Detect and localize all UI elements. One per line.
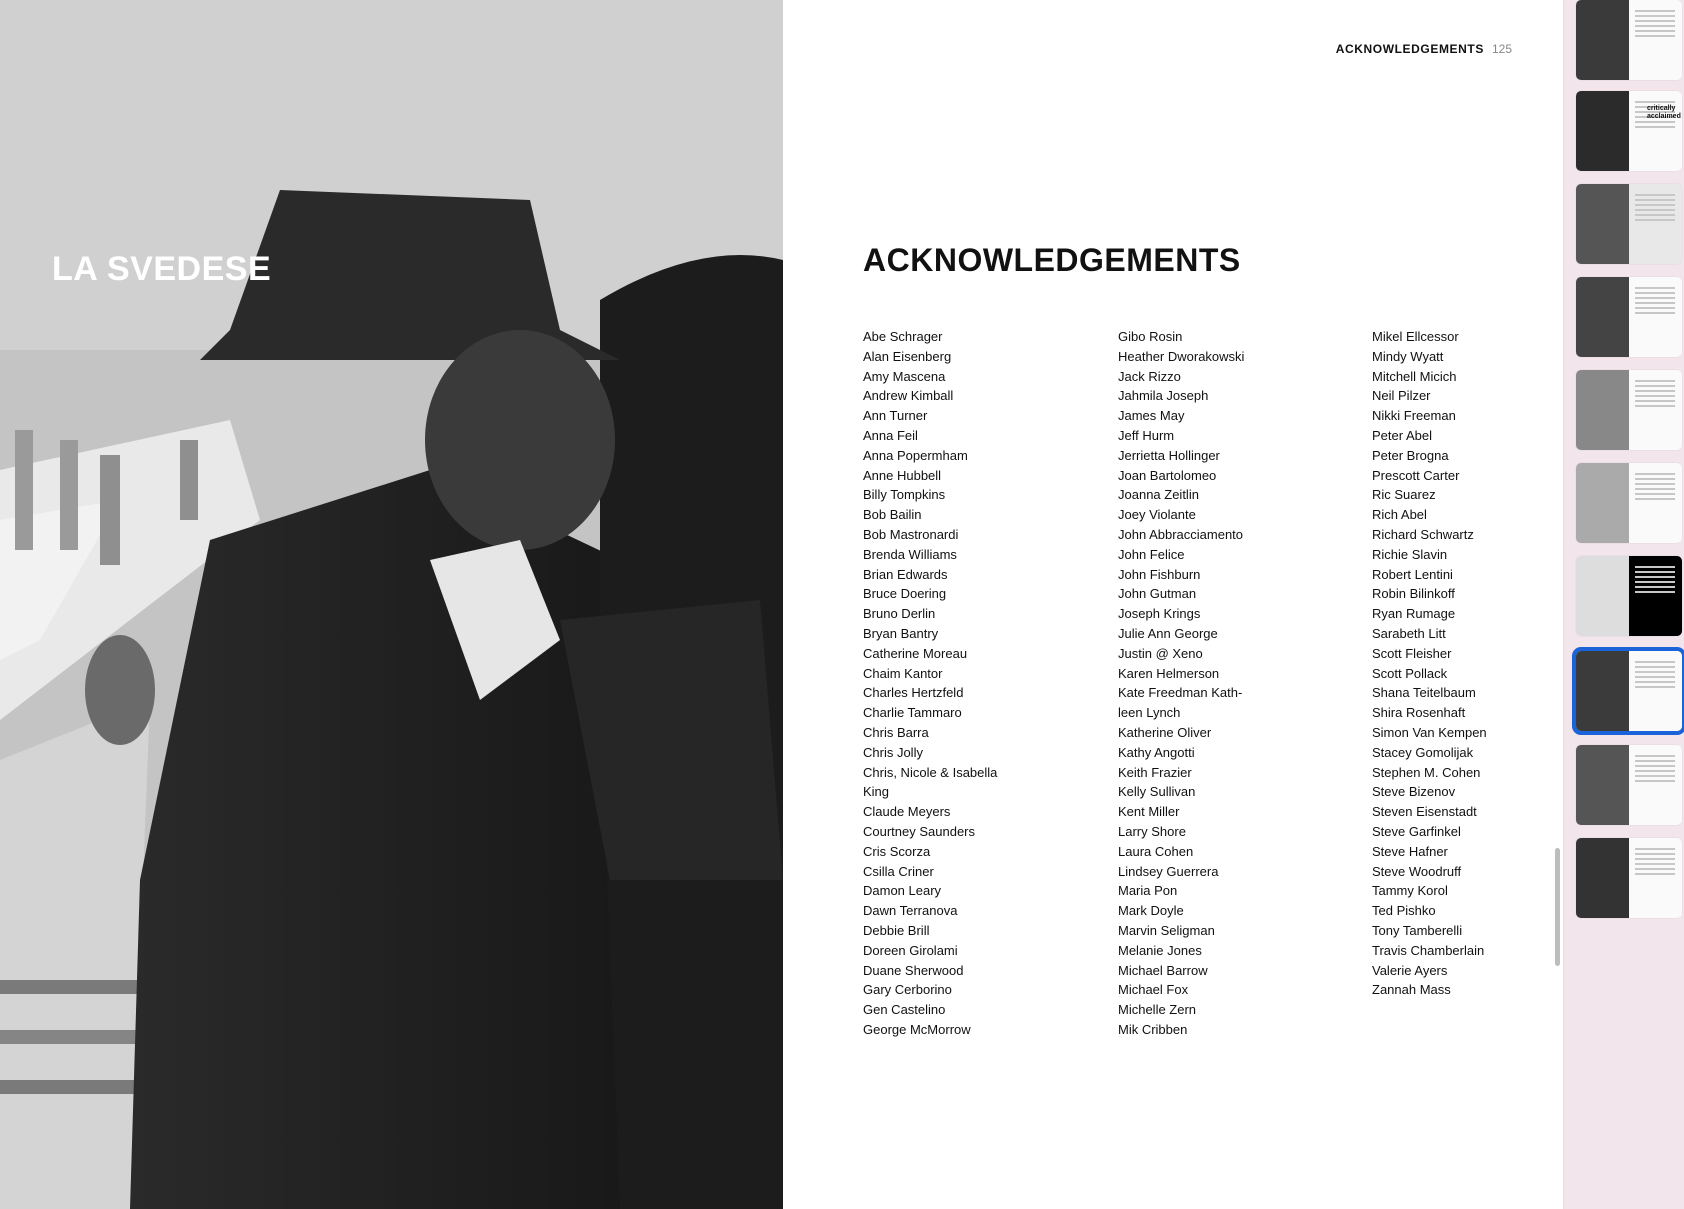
acknowledged-name: Abe Schrager (863, 329, 943, 344)
acknowledged-name: Jeff Hurm (1118, 427, 1175, 443)
thumbnail-text-lines (1635, 566, 1675, 596)
thumbnail-left-page (1576, 463, 1629, 543)
acknowledged-name: Joey Violante (1118, 507, 1196, 523)
page-thumbnail[interactable] (1576, 463, 1682, 543)
acknowledged-name: Charlie Tammaro (863, 705, 962, 721)
acknowledged-name: James May (1118, 408, 1185, 424)
acknowledged-name: Nikki Freeman (1372, 408, 1456, 424)
acknowledged-name: Michael Barrow (1118, 962, 1208, 978)
acknowledged-name: Lindsey Guerrera (1118, 863, 1219, 879)
acknowledged-name: Kate Freedman Kath- (1118, 685, 1243, 701)
right-page (783, 0, 1563, 1209)
acknowledged-name: Prescott Carter (1372, 467, 1460, 483)
acknowledged-name: Marvin Seligman (1118, 922, 1215, 938)
left-page-photo (0, 0, 783, 1209)
acknowledged-name: Gen Castelino (863, 1002, 946, 1018)
acknowledged-name: Keith Frazier (1118, 764, 1192, 780)
acknowledged-name: leen Lynch (1118, 705, 1181, 721)
acknowledged-name: Zannah Mass (1372, 982, 1451, 998)
thumbnail-text-lines (1635, 661, 1675, 691)
acknowledged-name: Brian Edwards (863, 566, 948, 582)
thumbnail-text-lines (1635, 10, 1675, 40)
thumbnail-left-page (1576, 277, 1629, 357)
acknowledged-name: Chris, Nicole & Isabella (863, 764, 998, 780)
acknowledged-name: Neil Pilzer (1372, 388, 1431, 404)
acknowledged-name: Laura Cohen (1118, 843, 1194, 859)
acknowledged-name: Chaim Kantor (863, 665, 943, 681)
acknowledged-name: Stacey Gomolijak (1372, 744, 1474, 760)
page-heading: ACKNOWLEDGEMENTS (863, 242, 1241, 278)
names-column-1 (863, 327, 1103, 1040)
names-column-2 (1118, 327, 1358, 1040)
acknowledged-name: Maria Pon (1118, 883, 1178, 899)
thumbnail-left-page (1576, 184, 1629, 264)
acknowledged-name: Kent Miller (1118, 804, 1180, 820)
acknowledged-name: Ted Pishko (1372, 903, 1436, 919)
acknowledged-name: Richie Slavin (1372, 546, 1448, 562)
acknowledged-name: Ann Turner (863, 408, 928, 424)
thumbnail-text-lines (1635, 755, 1675, 785)
acknowledged-name: Karen Helmerson (1118, 665, 1220, 681)
thumbnail-right-page (1629, 838, 1682, 918)
acknowledged-name: Chris Jolly (863, 744, 923, 760)
thumbnail-text-lines (1635, 848, 1675, 878)
page-thumbnail[interactable] (1576, 277, 1682, 357)
acknowledged-name: Bruce Doering (863, 586, 947, 602)
acknowledged-name: Mik Cribben (1118, 1021, 1188, 1037)
acknowledged-name: Jahmila Joseph (1118, 388, 1209, 404)
thumbnail-left-page (1576, 651, 1629, 731)
scrollbar-thumb[interactable] (1555, 848, 1560, 966)
thumbnail-text-lines (1635, 287, 1675, 317)
acknowledged-name: Steve Garfinkel (1372, 823, 1461, 839)
acknowledged-name: Alan Eisenberg (863, 348, 952, 364)
acknowledged-name: Scott Pollack (1372, 665, 1448, 681)
acknowledged-name: Joseph Krings (1118, 606, 1201, 622)
acknowledged-name: Anna Popermham (863, 447, 968, 463)
acknowledged-name: Robin Bilinkoff (1372, 586, 1455, 602)
acknowledged-name: Gibo Rosin (1118, 329, 1183, 344)
acknowledged-name: Bruno Derlin (863, 606, 936, 622)
acknowledged-name: Claude Meyers (863, 804, 951, 820)
page-thumbnail[interactable] (1576, 745, 1682, 825)
acknowledged-name: Ryan Rumage (1372, 606, 1456, 622)
thumbnail-right-page (1629, 463, 1682, 543)
acknowledged-name: Chris Barra (863, 724, 929, 740)
acknowledged-name: Bob Bailin (863, 507, 922, 523)
page-thumbnail[interactable] (1576, 184, 1682, 264)
acknowledged-name: Catherine Moreau (863, 645, 968, 661)
thumbnail-left-page (1576, 745, 1629, 825)
thumbnail-right-page (1629, 0, 1682, 80)
acknowledged-name: Csilla Criner (863, 863, 934, 879)
thumbnail-right-page (1629, 745, 1682, 825)
acknowledged-name: Mindy Wyatt (1372, 348, 1444, 364)
acknowledged-name: King (863, 784, 890, 800)
acknowledged-name: Michael Fox (1118, 982, 1189, 998)
acknowledged-name: Shira Rosenhaft (1372, 705, 1466, 721)
acknowledged-name: Charles Hertzfeld (863, 685, 964, 701)
acknowledged-name: Simon Van Kempen (1372, 724, 1487, 740)
acknowledged-name: Tony Tamberelli (1372, 922, 1463, 938)
acknowledged-name: Jerrietta Hollinger (1118, 447, 1220, 463)
acknowledged-name: Duane Sherwood (863, 962, 964, 978)
acknowledged-name: Valerie Ayers (1372, 962, 1448, 978)
acknowledged-name: Justin @ Xeno (1118, 645, 1203, 661)
thumbnail-left-page (1576, 370, 1629, 450)
acknowledged-name: Robert Lentini (1372, 566, 1453, 582)
acknowledged-name: Mikel Ellcessor (1372, 329, 1459, 344)
acknowledged-name: Kelly Sullivan (1118, 784, 1196, 800)
acknowledged-name: Steve Hafner (1372, 843, 1448, 859)
acknowledged-name: Ric Suarez (1372, 487, 1436, 503)
thumbnail-caption: critically acclaimed (1647, 105, 1681, 120)
page-number: 125 (1491, 42, 1512, 56)
acknowledged-name: Gary Cerborino (863, 982, 952, 998)
acknowledged-name: George McMorrow (863, 1021, 971, 1037)
page-thumbnail[interactable] (1576, 0, 1682, 80)
running-head (1336, 42, 1512, 56)
acknowledged-name: John Abbracciamento (1118, 526, 1244, 542)
acknowledged-name: Bob Mastronardi (863, 526, 959, 542)
thumbnail-right-page (1629, 651, 1682, 731)
page-thumbnail[interactable] (1576, 838, 1682, 918)
acknowledged-name: John Gutman (1118, 586, 1197, 602)
acknowledged-name: Peter Brogna (1372, 447, 1449, 463)
acknowledged-name: Bryan Bantry (863, 625, 939, 641)
acknowledged-name: Steven Eisenstadt (1372, 804, 1477, 820)
acknowledged-name: Joan Bartolomeo (1118, 467, 1217, 483)
acknowledged-name: Joanna Zeitlin (1118, 487, 1199, 503)
vertical-scrollbar[interactable] (1553, 0, 1563, 1209)
thumbnail-right-page (1629, 184, 1682, 264)
names-column-3 (1372, 327, 1552, 1000)
page-thumbnail-strip (1563, 0, 1684, 1209)
acknowledged-name: Courtney Saunders (863, 823, 976, 839)
acknowledged-name: Steve Bizenov (1372, 784, 1456, 800)
thumbnail-right-page (1629, 91, 1682, 171)
page-thumbnail[interactable] (1576, 651, 1682, 731)
acknowledged-name: Billy Tompkins (863, 487, 946, 503)
acknowledged-name: Jack Rizzo (1118, 368, 1181, 384)
acknowledged-name: Debbie Brill (863, 922, 930, 938)
acknowledged-name: Kathy Angotti (1118, 744, 1195, 760)
thumbnail-right-page (1629, 370, 1682, 450)
acknowledged-name: Doreen Girolami (863, 942, 958, 958)
thumbnail-text-lines (1635, 473, 1675, 503)
acknowledged-name: Dawn Terranova (863, 903, 958, 919)
acknowledged-name: Sarabeth Litt (1372, 625, 1446, 641)
acknowledged-name: Mitchell Micich (1372, 368, 1457, 384)
acknowledged-name: Andrew Kimball (863, 388, 954, 404)
acknowledged-name: John Felice (1118, 546, 1185, 562)
thumbnail-left-page (1576, 91, 1629, 171)
running-head-title: ACKNOWLEDGEMENTS (1335, 42, 1484, 56)
thumbnail-right-page (1629, 277, 1682, 357)
acknowledged-name: Cris Scorza (863, 843, 931, 859)
acknowledged-name: John Fishburn (1118, 566, 1201, 582)
acknowledged-name: Shana Teitelbaum (1372, 685, 1476, 701)
acknowledged-name: Tammy Korol (1372, 883, 1448, 899)
thumbnail-text-lines (1635, 194, 1675, 224)
acknowledged-name: Rich Abel (1372, 507, 1427, 523)
acknowledged-name: Damon Leary (863, 883, 942, 899)
acknowledged-name: Richard Schwartz (1372, 526, 1474, 542)
acknowledged-name: Anne Hubbell (863, 467, 942, 483)
page-thumbnail[interactable] (1576, 91, 1682, 171)
acknowledged-name: Heather Dworakowski (1118, 348, 1245, 364)
thumbnail-left-page (1576, 0, 1629, 80)
acknowledged-name: Katherine Oliver (1118, 724, 1212, 740)
acknowledged-name: Brenda Williams (863, 546, 957, 562)
thumbnail-left-page (1576, 556, 1629, 636)
acknowledged-name: Travis Chamberlain (1372, 942, 1485, 958)
acknowledged-name: Melanie Jones (1118, 942, 1202, 958)
page-thumbnail[interactable] (1576, 556, 1682, 636)
page-thumbnail[interactable] (1576, 370, 1682, 450)
acknowledged-name: Michelle Zern (1118, 1002, 1197, 1018)
acknowledged-name: Peter Abel (1372, 427, 1432, 443)
left-page-title: LA SVEDESE (52, 250, 272, 288)
acknowledged-name: Anna Feil (863, 427, 918, 443)
acknowledged-name: Steve Woodruff (1372, 863, 1462, 879)
acknowledged-name: Julie Ann George (1118, 625, 1218, 641)
photo-illustration (0, 0, 783, 1209)
thumbnail-right-page (1629, 556, 1682, 636)
thumbnail-text-lines (1635, 380, 1675, 410)
acknowledged-name: Mark Doyle (1118, 903, 1184, 919)
acknowledged-name: Larry Shore (1118, 823, 1186, 839)
acknowledged-name: Scott Fleisher (1372, 645, 1452, 661)
thumbnail-left-page (1576, 838, 1629, 918)
acknowledged-name: Amy Mascena (863, 368, 946, 384)
acknowledged-name: Stephen M. Cohen (1372, 764, 1481, 780)
